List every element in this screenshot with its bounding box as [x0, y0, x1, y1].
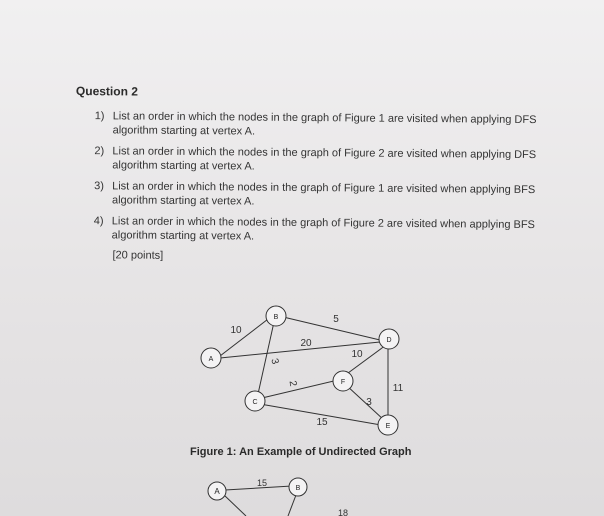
points-label: [20 points]	[112, 249, 164, 262]
question-item-2: 2) List an order in which the nodes in the graph of Figure 2 are visited when applying DFS algorithm starting at vertex A.	[94, 145, 537, 173]
fig2-node-a-label: A	[214, 487, 220, 496]
node-d-label: D	[386, 337, 392, 344]
node-e-label: E	[385, 423, 391, 430]
node-c-label: C	[252, 399, 258, 406]
weight-b-c: 3	[268, 357, 281, 366]
question-item-1: 1) List an order in which the nodes in the graph of Figure 1 are visited when applying DFS algorithm starting at vertex A.	[94, 110, 537, 138]
edge-c-f	[262, 380, 338, 398]
fig2-label-15: 15	[256, 478, 268, 488]
node-f-label: F	[340, 379, 346, 386]
question-title: Question 2	[75, 84, 139, 99]
weight-f-d: 10	[351, 349, 363, 360]
weight-c-e: 15	[316, 417, 328, 428]
edge-fig2-a-down	[224, 495, 246, 516]
weight-d-e: 11	[392, 383, 404, 394]
edge-a-b	[220, 316, 272, 356]
question-item-4: 4) List an order in which the nodes in the graph of Figure 2 are visited when applying BFS algorithm starting at vertex A.	[93, 215, 535, 243]
fig2-label-18: 18	[337, 508, 349, 516]
question-item-3: 3) List an order in which the nodes in the graph of Figure 1 are visited when applying BFS algorithm starting at vertex A.	[94, 180, 536, 208]
edge-f-e	[346, 385, 384, 420]
weight-b-d: 5	[333, 314, 339, 325]
edge-fig2-b-down	[288, 495, 296, 516]
node-a-label: A	[208, 356, 214, 363]
edge-b-d	[279, 316, 380, 340]
fig2-node-b-label: B	[295, 485, 301, 492]
node-b-label: B	[273, 314, 279, 321]
edge-b-c	[258, 322, 274, 394]
weight-a-d: 20	[300, 338, 312, 349]
figure-1-caption: Figure 1: An Example of Undirected Graph	[190, 446, 412, 458]
weight-a-b: 10	[230, 325, 242, 336]
edge-f-d	[344, 345, 386, 376]
weight-c-f: 2	[286, 379, 299, 388]
weight-f-e: 3	[366, 397, 372, 408]
